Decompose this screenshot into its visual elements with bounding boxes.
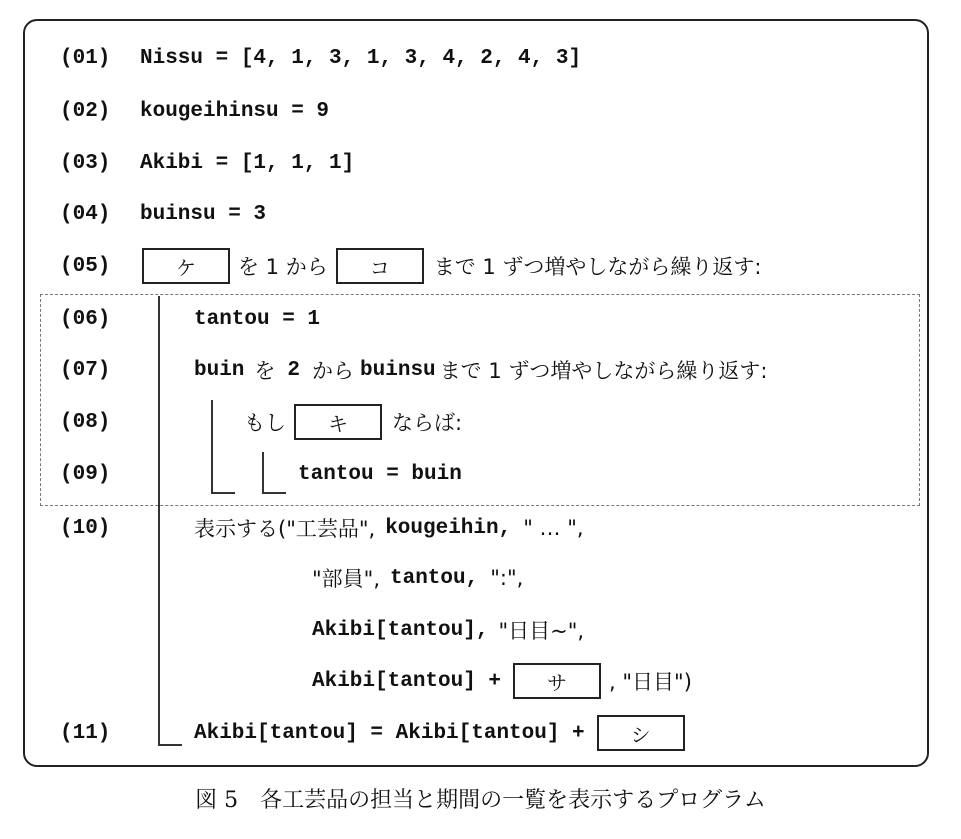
string-arg: "日目~", — [498, 619, 585, 643]
code-arg: Akibi[tantou] + — [312, 669, 502, 693]
line-number: (11) — [60, 721, 111, 745]
figure-caption: 図 5 各工芸品の担当と期間の一覧を表示するプログラム — [195, 788, 766, 813]
line-number: (01) — [60, 46, 111, 70]
code-value: 2 — [287, 358, 301, 382]
line-number: (05) — [60, 254, 111, 278]
line-number: (08) — [60, 410, 111, 434]
inner-loop-bracket — [211, 400, 213, 492]
code-text: Akibi[tantou] = Akibi[tantou] + — [194, 721, 585, 745]
line-number: (06) — [60, 307, 111, 331]
code-arg: kougeihin, — [385, 516, 512, 540]
line-number: (02) — [60, 99, 111, 123]
code-text: Nissu = [4, 1, 3, 1, 3, 4, 2, 4, 3] — [140, 46, 582, 70]
string-arg: , "日目") — [609, 670, 692, 694]
outer-loop-bracket — [158, 296, 160, 744]
blank-box-ko: コ — [336, 248, 424, 284]
print-call: 表示する("工芸品", — [194, 517, 376, 541]
line-number: (04) — [60, 202, 111, 226]
loop-text: を 1 から — [238, 255, 328, 279]
string-arg: " … ", — [523, 516, 584, 540]
outer-loop-bracket-end — [158, 744, 182, 746]
code-text: buinsu = 3 — [140, 202, 267, 226]
line-number: (10) — [60, 516, 111, 540]
code-text: tantou = buin — [298, 462, 462, 486]
blank-box-sa: サ — [513, 663, 601, 699]
string-arg: ":", — [490, 566, 524, 590]
line-number: (09) — [60, 462, 111, 486]
blank-box-ke: ケ — [142, 248, 230, 284]
if-bracket-end — [262, 492, 286, 494]
loop-text: まで 1 ずつ増やしながら繰り返す: — [433, 255, 762, 279]
if-bracket — [262, 452, 264, 492]
highlight-region — [40, 294, 920, 506]
line-number: (07) — [60, 358, 111, 382]
condition-text: もし — [244, 411, 286, 435]
code-text: tantou = 1 — [194, 307, 321, 331]
loop-text: を — [254, 359, 276, 383]
inner-loop-bracket-end — [211, 492, 235, 494]
blank-box-ki: キ — [294, 404, 382, 440]
code-text: kougeihinsu = 9 — [140, 99, 330, 123]
code-arg: tantou, — [390, 566, 479, 590]
code-var: buin — [194, 358, 245, 382]
line-number: (03) — [60, 151, 111, 175]
loop-text: から — [312, 359, 355, 383]
blank-box-shi: シ — [597, 715, 685, 751]
code-var: buinsu — [360, 358, 436, 382]
loop-text: まで 1 ずつ増やしながら繰り返す: — [439, 359, 768, 383]
condition-text: ならば: — [392, 411, 463, 435]
string-arg: "部員", — [312, 567, 380, 591]
code-arg: Akibi[tantou], — [312, 618, 489, 642]
code-text: Akibi = [1, 1, 1] — [140, 151, 355, 175]
